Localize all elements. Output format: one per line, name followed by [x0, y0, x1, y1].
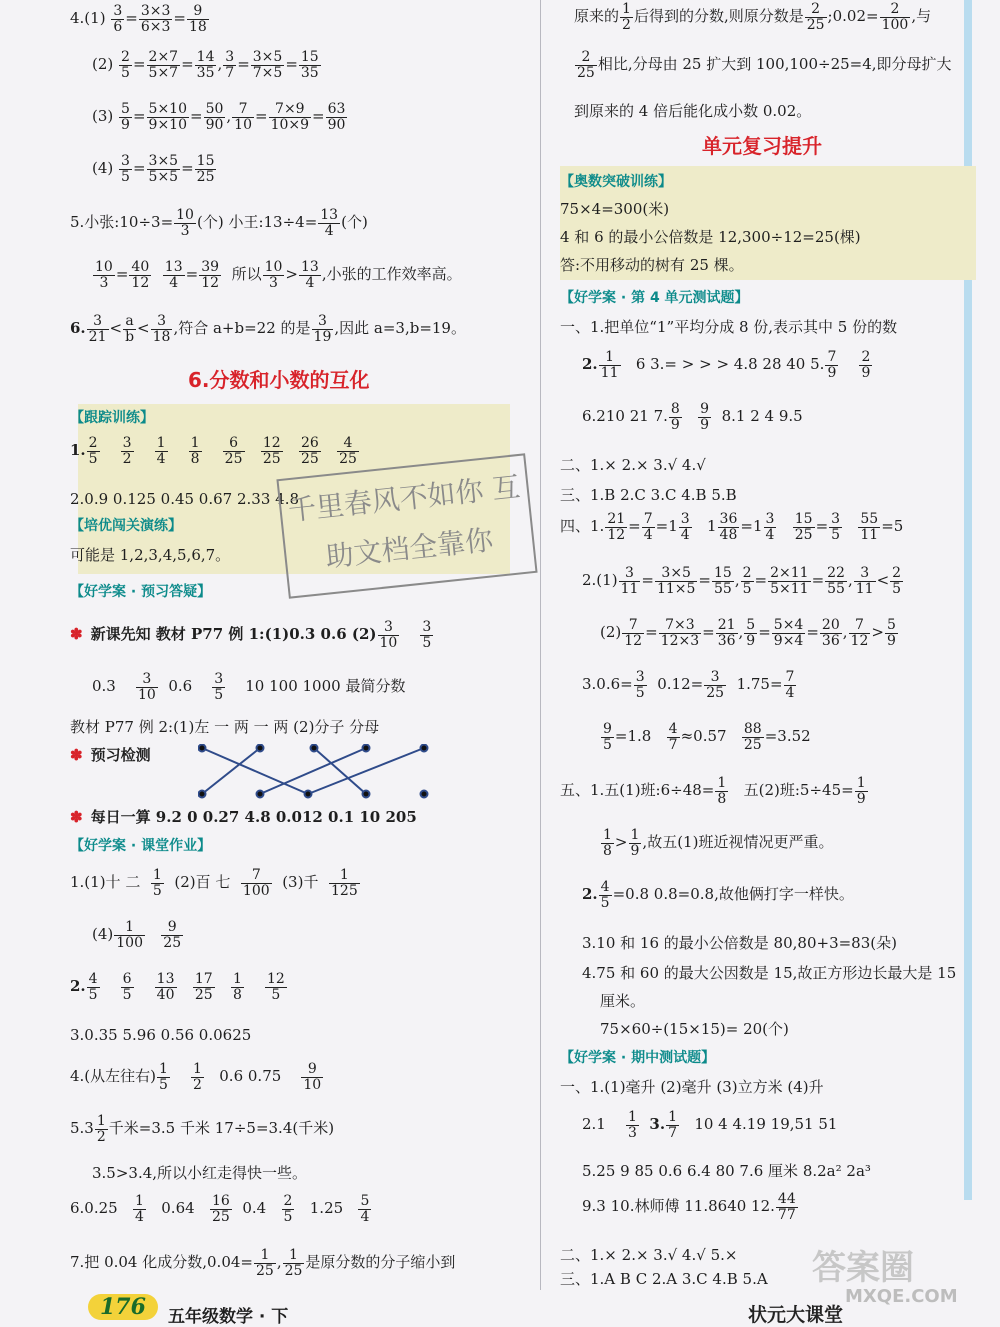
- watermark-stamp: 千里春风不如你 互助文档全靠你: [276, 453, 537, 598]
- answer-line: 5.小张:10÷3= $\frac{10}{3}$ (个) 小王:13÷4= $\frac{13}{4}$ (个): [70, 207, 368, 239]
- answer-line: 7.把 0.04 化成分数,0.04= $\frac{1}{25}$ , $\frac{1}{25}$ 是原分数的分子缩小到: [70, 1247, 456, 1279]
- answer-line: 6. $\frac{3}{21}$ < $\frac{a}{b}$ < $\frac{3}{18}$ ,符合 a+b=22 的是 $\frac{3}{19}$ ,因此 a=3,b=19。: [70, 313, 466, 345]
- answer-line: 75×60÷(15×15)= 20(个): [600, 1020, 789, 1038]
- answer-line: 答:不用移动的树有 25 棵。: [560, 256, 744, 274]
- section-title: 单元复习提升: [702, 134, 822, 158]
- section-tag: 【好学案 · 课堂作业】: [70, 838, 212, 854]
- answer-line: $\frac{2}{25}$ 相比,分母由 25 扩大到 100,100÷25=4,即分母扩大: [577, 49, 952, 81]
- answer-line: 3.0.35 5.96 0.56 0.0625: [70, 1026, 252, 1044]
- answer-line: ✽ 每日一算 9.2 0 0.27 4.8 0.012 0.1 10 205: [70, 808, 417, 826]
- column-divider: [540, 0, 541, 1290]
- answer-line: ✽ 新课先知 教材 P77 例 1:(1)0.3 0.6 (2) $\frac{3}{10}$ $\frac{3}{5}$: [70, 619, 432, 651]
- answer-line: 2.1 $\frac{1}{3}$ 3. $\frac{1}{7}$ 10 4 4.19 19,51 51: [582, 1109, 838, 1141]
- answer-line: 三、1.B 2.C 3.C 4.B 5.B: [560, 486, 737, 504]
- section-tag: 【好学案 · 第 4 单元测试题】: [560, 290, 749, 306]
- section-tag: 【跟踪训练】: [70, 410, 154, 426]
- footer-brand: 状元大课堂: [748, 1304, 844, 1326]
- section-tag: 【培优闯关演练】: [70, 518, 182, 534]
- answer-line: (4) $\frac{1}{100}$ $\frac{9}{25}$: [92, 919, 182, 951]
- answer-line: $\frac{10}{3}$ = $\frac{40}{12}$ $\frac{13}{4}$ = $\frac{39}{12}$ 所以 $\frac{10}{3}$ > $\frac{13}{4}$ ,小张的工作效率高。: [95, 259, 462, 291]
- answer-line: (2) $\frac{2}{5}$ = $\frac{2\times 7}{5\times 7}$ = $\frac{14}{35}$ , $\frac{3}{7}$ = $\frac{3\times 5}{7\times 5}$ = $\frac{15}{35}$: [92, 49, 319, 81]
- answer-line: 原来的 $\frac{1}{2}$ 后得到的分数,则原分数是 $\frac{2}{25}$ ;0.02= $\frac{2}{100}$ ,与: [574, 1, 932, 33]
- answer-line: (4) $\frac{3}{5}$ = $\frac{3\times 5}{5\times 5}$ = $\frac{15}{25}$: [92, 153, 215, 185]
- answer-line: 2. $\frac{4}{5}$ =0.8 0.8=0.8,故他俩打字一样快。: [582, 879, 854, 911]
- answer-line: 五、1.五(1)班:6÷48= $\frac{1}{8}$ 五(2)班:5÷45= $\frac{1}{9}$: [560, 775, 866, 807]
- answer-line: (2) $\frac{7}{12}$ = $\frac{7\times 3}{12\times 3}$ = $\frac{21}{36}$ , $\frac{5}{9}$ = $\frac{5\times 4}{9\times 4}$ = $\frac{20}{36}$ , $\frac{7}{12}$ > $\frac{5}{9}$: [600, 617, 896, 649]
- answer-line: 5.3 $\frac{1}{2}$ 千米=3.5 千米 17÷5=3.4(千米): [70, 1113, 335, 1145]
- answer-line: 0.3 $\frac{3}{10}$ 0.6 $\frac{3}{5}$ 10 100 1000 最简分数: [92, 671, 406, 703]
- answer-line: 到原来的 4 倍后能化成小数 0.02。: [574, 102, 812, 120]
- answer-line: (3) $\frac{5}{9}$ = $\frac{5\times 10}{9\times 10}$ = $\frac{50}{90}$ , $\frac{7}{10}$ = $\frac{7\times 9}{10\times 9}$ = $\frac{63}{90}$: [92, 101, 346, 133]
- footer-subject: 五年级数学 · 下: [168, 1307, 289, 1327]
- answer-line: 2.0.9 0.125 0.45 0.67 2.33 4.8: [70, 490, 299, 508]
- section-title: 6.分数和小数的互化: [188, 368, 370, 392]
- answer-line: 一、1.把单位“1”平均分成 8 份,表示其中 5 份的数: [560, 318, 898, 336]
- answer-line: 9.3 10.林师傅 11.8640 12. $\frac{44}{77}$: [582, 1191, 796, 1223]
- answer-line: 三、1.A B C 2.A 3.C 4.B 5.A: [560, 1270, 768, 1288]
- answer-line: 4.(从左往右) $\frac{1}{5}$ $\frac{1}{2}$ 0.6 0.75 $\frac{9}{10}$: [70, 1061, 322, 1093]
- flower-icon: ✽: [70, 808, 83, 826]
- answer-line: 5.25 9 85 0.6 6.4 80 7.6 厘米 8.2a² 2a³: [582, 1162, 871, 1180]
- answer-line: 3.0.6= $\frac{3}{5}$ 0.12= $\frac{3}{25}$ 1.75= $\frac{7}{4}$: [582, 669, 795, 701]
- section-tag: 【奥数突破训练】: [560, 174, 672, 190]
- answer-line: 厘米。: [600, 992, 646, 1010]
- answer-line: 4.(1) $\frac{3}{6}$ = $\frac{3\times 3}{6\times 3}$ = $\frac{9}{18}$: [70, 3, 207, 35]
- answer-line: ✽ 预习检测: [70, 746, 151, 764]
- answer-line: 二、1.× 2.× 3.√ 4.√: [560, 456, 706, 474]
- answer-line: 2.(1) $\frac{3}{11}$ = $\frac{3\times 5}{11\times 5}$ = $\frac{15}{55}$ , $\frac{2}{5}$ = $\frac{2\times 11}{5\times 11}$ = $\frac{22}{55}$ , $\frac{3}{11}$ < $\frac{2}{5}$: [582, 565, 902, 597]
- answer-line: 1.(1)十 二 $\frac{1}{5}$ (2)百 七 $\frac{7}{100}$ (3)千 $\frac{1}{125}$: [70, 867, 358, 899]
- section-tag: 【好学案 · 期中测试题】: [560, 1050, 716, 1066]
- answer-line: 4.75 和 60 的最大公因数是 15,故正方形边长最大是 15: [582, 964, 957, 982]
- page-number: 176: [88, 1294, 158, 1320]
- site-watermark: 答案圈: [812, 1248, 914, 1288]
- answer-line: 二、1.× 2.× 3.√ 4.√ 5.×: [560, 1246, 738, 1264]
- answer-line: 1. $\frac{2}{5}$ $\frac{3}{2}$ $\frac{1}{4}$ $\frac{1}{8}$ $\frac{6}{25}$ $\frac{12}{25}$ $\frac{26}{25}$ $\frac{4}{25}$: [70, 435, 357, 467]
- answer-line: 四、1. $\frac{21}{12}$ = $\frac{7}{4}$ =1 $\frac{3}{4}$ 1 $\frac{36}{48}$ =1 $\frac{3}{4}$ $\frac{15}{25}$ = $\frac{3}{5}$ $\frac{55}{11}$ =5: [560, 511, 904, 543]
- answer-line: 3.5>3.4,所以小红走得快一些。: [92, 1164, 308, 1182]
- answer-line: $\frac{9}{5}$ =1.8 $\frac{4}{7}$ ≈0.57 $\frac{88}{25}$ =3.52: [603, 721, 811, 753]
- flower-icon: ✽: [70, 625, 83, 644]
- answer-line: 可能是 1,2,3,4,5,6,7。: [70, 546, 231, 564]
- site-url: MXQE.COM: [845, 1286, 958, 1307]
- answer-line: 一、1.(1)毫升 (2)毫升 (3)立方米 (4)升: [560, 1078, 824, 1096]
- answer-line: 2. $\frac{4}{5}$ $\frac{6}{5}$ $\frac{13}{40}$ $\frac{17}{25}$ $\frac{1}{8}$ $\frac{12}{5}$: [70, 971, 285, 1003]
- answer-line: 75×4=300(米): [560, 200, 670, 218]
- answer-line: 6.210 21 7. $\frac{8}{9}$ $\frac{9}{9}$ 8.1 2 4 9.5: [582, 401, 803, 433]
- answer-line: 教材 P77 例 2:(1)左 一 两 一 两 (2)分子 分母: [70, 718, 380, 736]
- answer-line: 3.10 和 16 的最小公倍数是 80,80+3=83(朵): [582, 934, 897, 952]
- answer-line: 4 和 6 的最小公倍数是 12,300÷12=25(棵): [560, 228, 861, 246]
- flower-icon: ✽: [70, 746, 83, 764]
- answer-line: 2. $\frac{1}{11}$ 6 3.= > > > 4.8 28 40 5. $\frac{7}{9}$ $\frac{2}{9}$: [582, 349, 871, 381]
- section-tag: 【好学案 · 预习答疑】: [70, 584, 212, 600]
- matching-lines: [198, 744, 438, 800]
- answer-line: 6.0.25 $\frac{1}{4}$ 0.64 $\frac{16}{25}$ 0.4 $\frac{2}{5}$ 1.25 $\frac{5}{4}$: [70, 1193, 370, 1225]
- answer-line: $\frac{1}{8}$ > $\frac{1}{9}$ ,故五(1)班近视情况更严重。: [603, 827, 834, 859]
